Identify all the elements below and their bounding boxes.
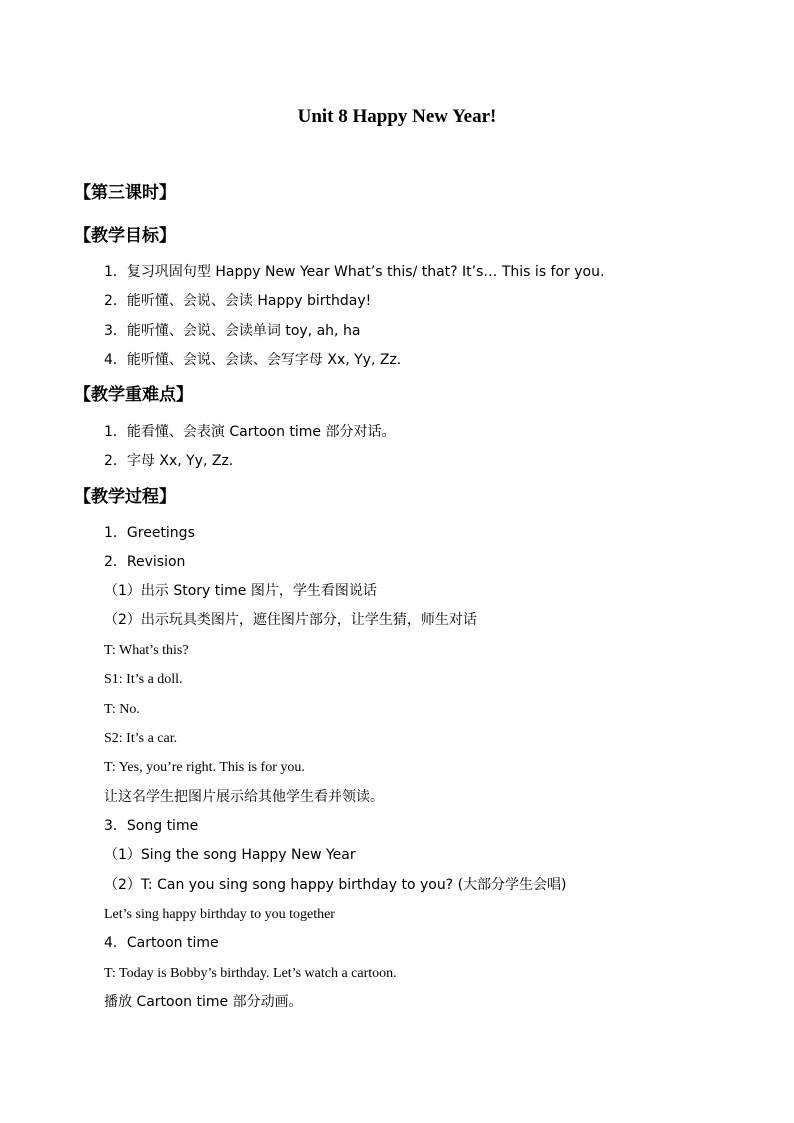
section-heading-goals: 【教学目标】 <box>74 226 176 246</box>
goal-item: 2．能听懂、会说、会读 Happy birthday! <box>104 293 372 309</box>
process-line: S2: It’s a car. <box>104 731 178 746</box>
process-line: 2．Revision <box>104 554 186 570</box>
process-line: 4．Cartoon time <box>104 935 219 951</box>
process-line: （1）Sing the song Happy New Year <box>104 847 356 863</box>
process-line: 1．Greetings <box>104 525 195 541</box>
process-line: 让这名学生把图片展示给其他学生看并领读。 <box>104 789 384 805</box>
process-line: （1）出示 Story time 图片，学生看图说话 <box>104 583 377 599</box>
section-heading-process: 【教学过程】 <box>74 487 176 507</box>
process-line: 播放 Cartoon time 部分动画。 <box>104 994 303 1010</box>
process-line: T: No. <box>104 702 140 717</box>
document-title: Unit 8 Happy New Year! <box>297 106 497 127</box>
key-point-item: 1．能看懂、会表演 Cartoon time 部分对话。 <box>104 424 396 440</box>
section-heading-lesson: 【第三课时】 <box>74 183 176 203</box>
process-line: T: Yes, you’re right. This is for you. <box>104 760 305 775</box>
process-line: T: What’s this? <box>104 643 189 658</box>
process-line: Let’s sing happy birthday to you together <box>104 907 335 922</box>
goal-item: 1．复习巩固句型 Happy New Year What’s this/ that? It’s… This is for you. <box>104 264 605 280</box>
section-heading-key-points: 【教学重难点】 <box>74 385 193 405</box>
key-point-item: 2．字母 Xx, Yy, Zz. <box>104 453 234 469</box>
process-line: S1: It’s a doll. <box>104 672 183 687</box>
goal-item: 3．能听懂、会说、会读单词 toy, ah, ha <box>104 323 361 339</box>
process-line: （2）出示玩具类图片，遮住图片部分，让学生猜，师生对话 <box>104 612 477 628</box>
process-line: 3．Song time <box>104 818 199 834</box>
process-line: T: Today is Bobby’s birthday. Let’s watch a cartoon. <box>104 966 397 981</box>
process-line: （2）T: Can you sing song happy birthday to you? (大部分学生会唱) <box>104 877 567 893</box>
goal-item: 4．能听懂、会说、会读、会写字母 Xx, Yy, Zz. <box>104 352 402 368</box>
